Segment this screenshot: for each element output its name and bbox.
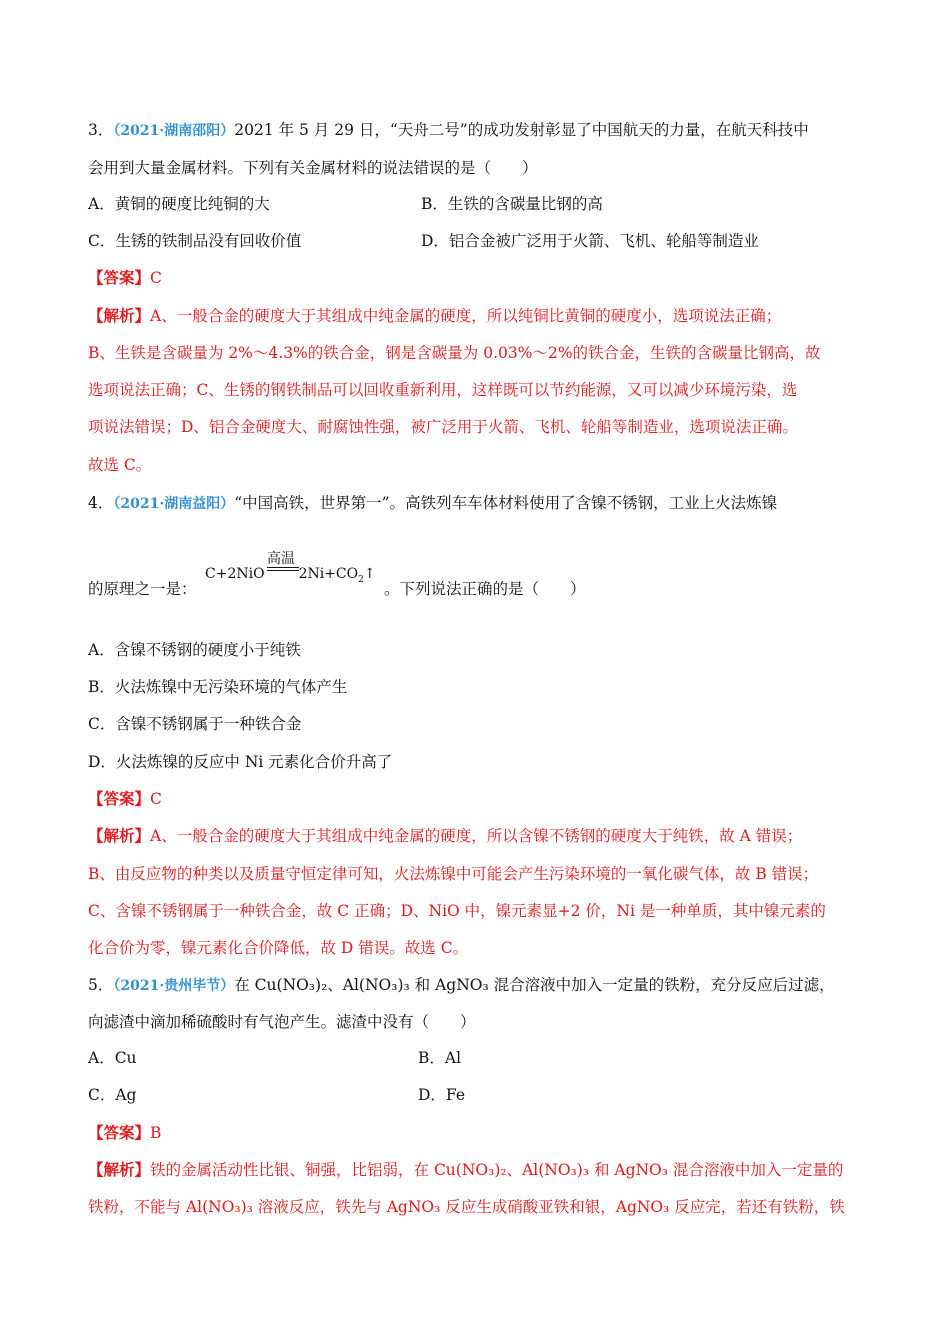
q3-option-c: C．生锈的铁制品没有回收价值 [88,232,302,250]
q4-stem1: “中国高铁，世界第一”。高铁列车车体材料使用了含镍不锈钢，工业上火法炼镍 [234,494,778,512]
q5-stem-line1 [88,975,835,996]
q5-answer-value: B [150,1124,162,1142]
q4-analysis1: A、一般合金的硬度大于其组成中纯金属的硬度，所以含镍不锈钢的硬度大于纯铁，故 A 错误； [150,827,803,845]
q3-analysis1: A、一般合金的硬度大于其组成中纯金属的硬度，所以纯铜比黄铜的硬度小，选项说法正确； [150,307,782,325]
q3-analysis-line5: 故选 C。 [88,456,152,474]
q5-answer [88,1123,161,1143]
q5-analysis1: 铁的金属活动性比银、铜强，比铝弱，在 Cu(NO₃)₂、Al(NO₃)₃ 和 AgNO₃ 混合溶液中加入一定量的 [150,1161,844,1179]
q3-source: （2021·湖南邵阳） [113,123,235,139]
q3-analysis-line3: 选项说法正确；C、生锈的钢铁制品可以回收重新利用，这样既可以节约能源，又可以减少环境污染，选 [88,381,798,399]
q3-analysis-line4: 项说法错误；D、铝合金硬度大、耐腐蚀性强，被广泛用于火箭、飞机、轮船等制造业，选项说法正确。 [88,418,798,436]
q5-option-c: C．Ag [88,1086,137,1104]
q3-option-d: D．铝合金被广泛用于火箭、飞机、轮船等制造业 [421,232,759,250]
q3-analysis-line2: B、生铁是含碳量为 2%～4.3%的铁合金，钢是含碳量为 0.03%～2%的铁合金，生铁的含碳量比钢高，故 [88,344,821,362]
q4-option-b: B．火法炼镍中无污染环境的气体产生 [88,678,348,696]
q4-number: 4． [88,494,114,512]
q3-stem-line1 [88,120,809,141]
q4-analysis-line3: C、含镍不锈钢属于一种铁合金，故 C 正确；D、NiO 中，镍元素显+2 价，Ni 是一种单质，其中镍元素的 [88,902,826,920]
q3-analysis-label: 【解析】 [88,306,151,325]
q4-stem-line2a: 的原理之一是： [88,580,197,598]
reaction-subscript: 2 [358,574,364,585]
q4-analysis-line4: 化合价为零，镍元素化合价降低，故 D 错误。故选 C。 [88,939,469,957]
q3-stem1: 2021 年 5 月 29 日，“天舟二号”的成功发射彰显了中国航天的力量，在航天科技中 [234,121,809,139]
reaction-reactants: C+2NiO [205,566,265,582]
q4-answer-label: 【答案】 [88,789,151,808]
q3-analysis-line1 [88,306,781,326]
reaction-formula-text [205,566,376,585]
reaction-products: 2Ni+CO [298,566,359,582]
q3-option-a: A．黄铜的硬度比纯铜的大 [88,195,270,213]
q3-answer-value: C [150,269,162,287]
q4-option-d: D．火法炼镍的反应中 Ni 元素化合价升高了 [88,753,393,771]
q5-number: 5． [88,976,114,994]
reaction-condition: 高温 [267,551,295,567]
q4-analysis-line2: B、由反应物的种类以及质量守恒定律可知，火法炼镍中可能会产生污染环境的一氧化碳气体，故 B 错误； [88,865,819,883]
q5-stem-line2: 向滤渣中滴加稀硫酸时有气泡产生。滤渣中没有（ ） [88,1013,476,1031]
q5-stem1: 在 Cu(NO₃)₂、Al(NO₃)₃ 和 AgNO₃ 混合溶液中加入一定量的铁粉，充分反应后过滤， [234,976,835,994]
q4-analysis-line1 [88,826,802,846]
q4-option-c: C．含镍不锈钢属于一种铁合金 [88,715,302,733]
q3-stem-line2: 会用到大量金属材料。下列有关金属材料的说法错误的是（ ） [88,159,538,177]
q5-source: （2021·贵州毕节） [113,978,235,994]
q5-option-a: A．Cu [88,1049,137,1067]
q5-option-d: D．Fe [418,1086,466,1104]
q4-stem-line1 [88,493,777,514]
q5-option-b: B．Al [418,1049,462,1067]
q5-analysis-line1 [88,1160,843,1180]
q5-answer-label: 【答案】 [88,1123,151,1142]
q3-number: 3． [88,121,114,139]
q3-answer [88,268,162,288]
q4-source: （2021·湖南益阳） [113,496,235,512]
reaction-equation [205,548,385,588]
q4-answer-value: C [150,790,162,808]
q3-option-b: B．生铁的含碳量比钢的高 [421,195,603,213]
q4-option-a: A．含镍不锈钢的硬度小于纯铁 [88,641,301,659]
q4-answer [88,789,162,809]
q3-answer-label: 【答案】 [88,268,151,287]
q5-analysis-label: 【解析】 [88,1160,151,1179]
q5-analysis-line2: 铁粉，不能与 Al(NO₃)₃ 溶液反应，铁先与 AgNO₃ 反应生成硝酸亚铁和银，AgNO₃ 反应完，若还有铁粉，铁 [88,1198,845,1216]
gas-arrow-icon: ↑ [363,566,376,582]
q4-analysis-label: 【解析】 [88,826,151,845]
q4-stem-line2b: 。下列说法正确的是（ ） [384,580,586,598]
